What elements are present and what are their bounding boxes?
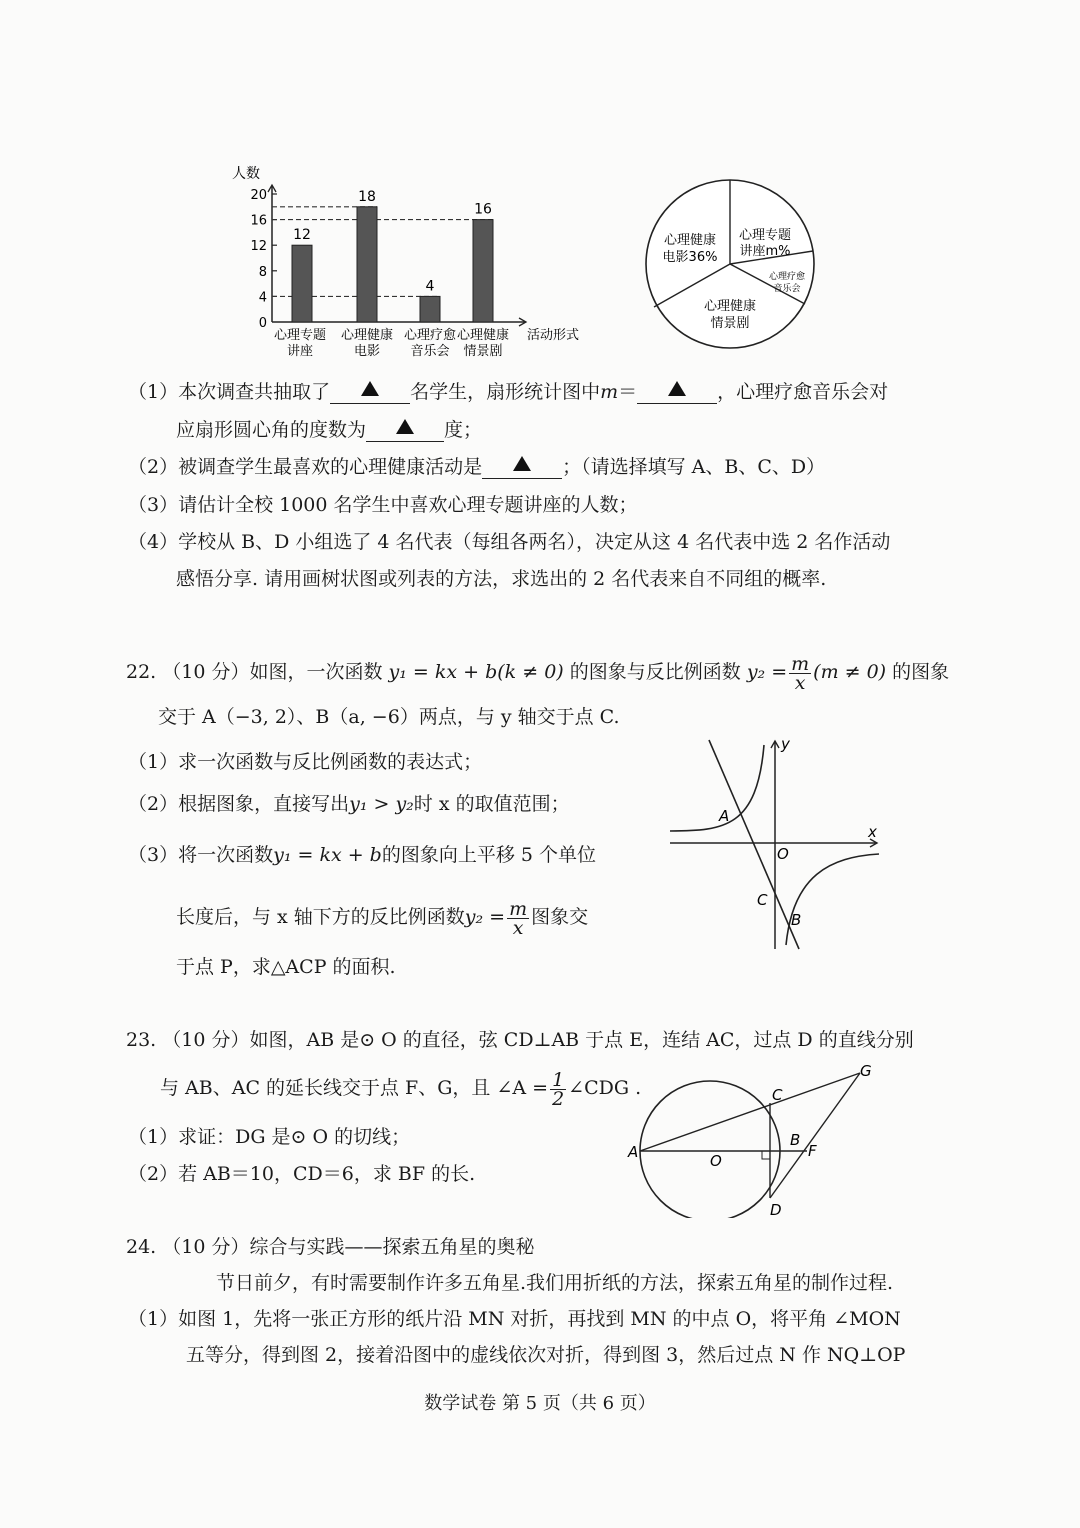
bar-value-label: 16 [474,201,492,218]
q22-part2: （2）根据图象，直接写出y₁ > y₂时 x 的取值范围； [128,793,570,815]
y-tick-label: 0 [258,316,267,331]
q24-part1-line1: （1）如图 1，先将一张正方形的纸片沿 MN 对折，再找到 MN 的中点 O，将平角 ∠MON [128,1308,901,1330]
category-label: 情景剧 [463,344,503,359]
svg-text:y: y [781,735,790,753]
y-tick-label: 20 [250,188,267,203]
answer-blank[interactable] [330,381,410,404]
q22-part3-line3: 于点 P，求△ACP 的面积. [176,956,396,978]
category-label: 电影 [353,344,381,359]
q22-function-graph [665,735,885,953]
q21-part2: （2）被调查学生最喜欢的心理健康活动是 ；（请选择填写 A、B、C、D） [128,456,826,478]
page-footer: 数学试卷 第 5 页（共 6 页） [424,1393,656,1414]
svg-text:C: C [772,1086,783,1104]
fraction-one-half: $\frac{1}{2}$ [552,1068,565,1110]
q21-part1-line1: （1）本次调查共抽取了 名学生，扇形统计图中m＝ ，心理疗愈音乐会对 [128,381,889,403]
svg-text:心理疗愈: 心理疗愈 [768,272,806,282]
svg-text:O: O [710,1152,722,1170]
svg-text:O: O [777,845,789,863]
y-tick-label: 8 [258,264,267,280]
svg-text:B: B [791,911,802,929]
bar [473,220,493,322]
answer-blank[interactable] [482,456,562,479]
svg-text:A: A [628,1143,639,1161]
svg-text:A: A [719,807,730,825]
q22-stem-line1: 22. （10 分）如图，一次函数 y₁ = kx + b(k ≠ 0) 的图象与反比例函数 y₂ = $\frac{m}{x}$ (m ≠ 0) 的图象 [126,652,950,694]
bar-value-label: 4 [425,278,435,295]
q23-part2: （2）若 AB＝10，CD＝6，求 BF 的长. [128,1163,476,1185]
bar-value-label: 12 [293,227,311,244]
answer-blank[interactable] [366,419,444,442]
fraction-m-over-x: $\frac{m}{x}$ [509,897,528,939]
q22-part3-line2: 长度后，与 x 轴下方的反比例函数y₂ = $\frac{m}{x}$ 图象交 [176,897,589,939]
svg-text:心理专题: 心理专题 [738,228,792,243]
bar [357,207,377,322]
q24-title: 24. （10 分）综合与实践——探索五角星的奥秘 [126,1236,535,1258]
svg-text:情景剧: 情景剧 [710,316,750,331]
svg-text:G: G [860,1062,872,1080]
bar-chart [220,160,600,365]
category-label: 心理疗愈 [403,328,457,343]
svg-text:D: D [770,1201,782,1218]
category-label: 心理健康 [456,328,510,343]
q23-stem-line1: 23. （10 分）如图，AB 是⊙ O 的直径，弦 CD⊥AB 于点 E，连结 AC，过点 D 的直线分别 [126,1029,914,1051]
fraction-m-over-x: $\frac{m}{x}$ [791,652,810,694]
bar-chart-xlabel: 活动形式 [527,328,580,343]
q23-circle-figure [620,1058,890,1218]
svg-text:讲座m%: 讲座m% [739,244,791,259]
svg-text:电影36%: 电影36% [662,250,718,265]
q22-part3-line1: （3）将一次函数y₁ = kx + b的图象向上平移 5 个单位 [128,844,597,866]
q22-stem-line2: 交于 A（−3, 2）、B（a, −6）两点，与 y 轴交于点 C. [158,706,620,728]
triangle-icon [361,381,379,396]
triangle-icon [668,381,686,396]
svg-text:x: x [868,823,877,841]
category-label: 心理专题 [273,328,327,343]
pie-chart [635,172,825,362]
y-tick-label: 16 [250,213,267,229]
svg-text:F: F [808,1142,817,1160]
category-label: 心理健康 [340,328,394,343]
q24-intro: 节日前夕，有时需要制作许多五角星.我们用折纸的方法，探索五角星的制作过程. [216,1272,894,1294]
y-tick-label: 12 [250,239,267,255]
svg-text:音乐会: 音乐会 [773,284,801,294]
q23-part1: （1）求证：DG 是⊙ O 的切线； [128,1126,411,1148]
category-label: 讲座 [286,344,314,359]
svg-text:B: B [790,1131,801,1149]
q21-part4-line1: （4）学校从 B、D 小组选了 4 名代表（每组各两名），决定从这 4 名代表中选 2 名作活动 [128,531,891,553]
svg-text:心理健康: 心理健康 [663,233,717,248]
bar-chart-ylabel: 人数 [232,166,260,182]
bar [292,245,312,322]
triangle-icon [513,456,531,471]
bar-value-label: 18 [358,188,376,205]
q24-part1-line2: 五等分，得到图 2，接着沿图中的虚线依次对折，得到图 3，然后过点 N 作 NQ⊥OP [186,1344,906,1366]
y-tick-label: 4 [258,290,267,306]
triangle-icon [396,419,414,434]
bar [420,296,440,322]
svg-text:C: C [757,891,768,909]
svg-text:心理健康: 心理健康 [703,299,757,314]
q21-part4-line2: 感悟分享. 请用画树状图或列表的方法，求选出的 2 名代表来自不同组的概率. [176,568,827,590]
q21-part3: （3）请估计全校 1000 名学生中喜欢心理专题讲座的人数； [128,494,638,516]
q21-part1-line2: 应扇形圆心角的度数为 度； [176,419,483,441]
q22-part1: （1）求一次函数与反比例函数的表达式； [128,751,483,773]
q23-stem-line2: 与 AB、AC 的延长线交于点 F、G，且 ∠A = $\frac{1}{2}$ ∠CDG . [160,1068,642,1110]
category-label: 音乐会 [410,344,450,359]
answer-blank[interactable] [637,381,717,404]
